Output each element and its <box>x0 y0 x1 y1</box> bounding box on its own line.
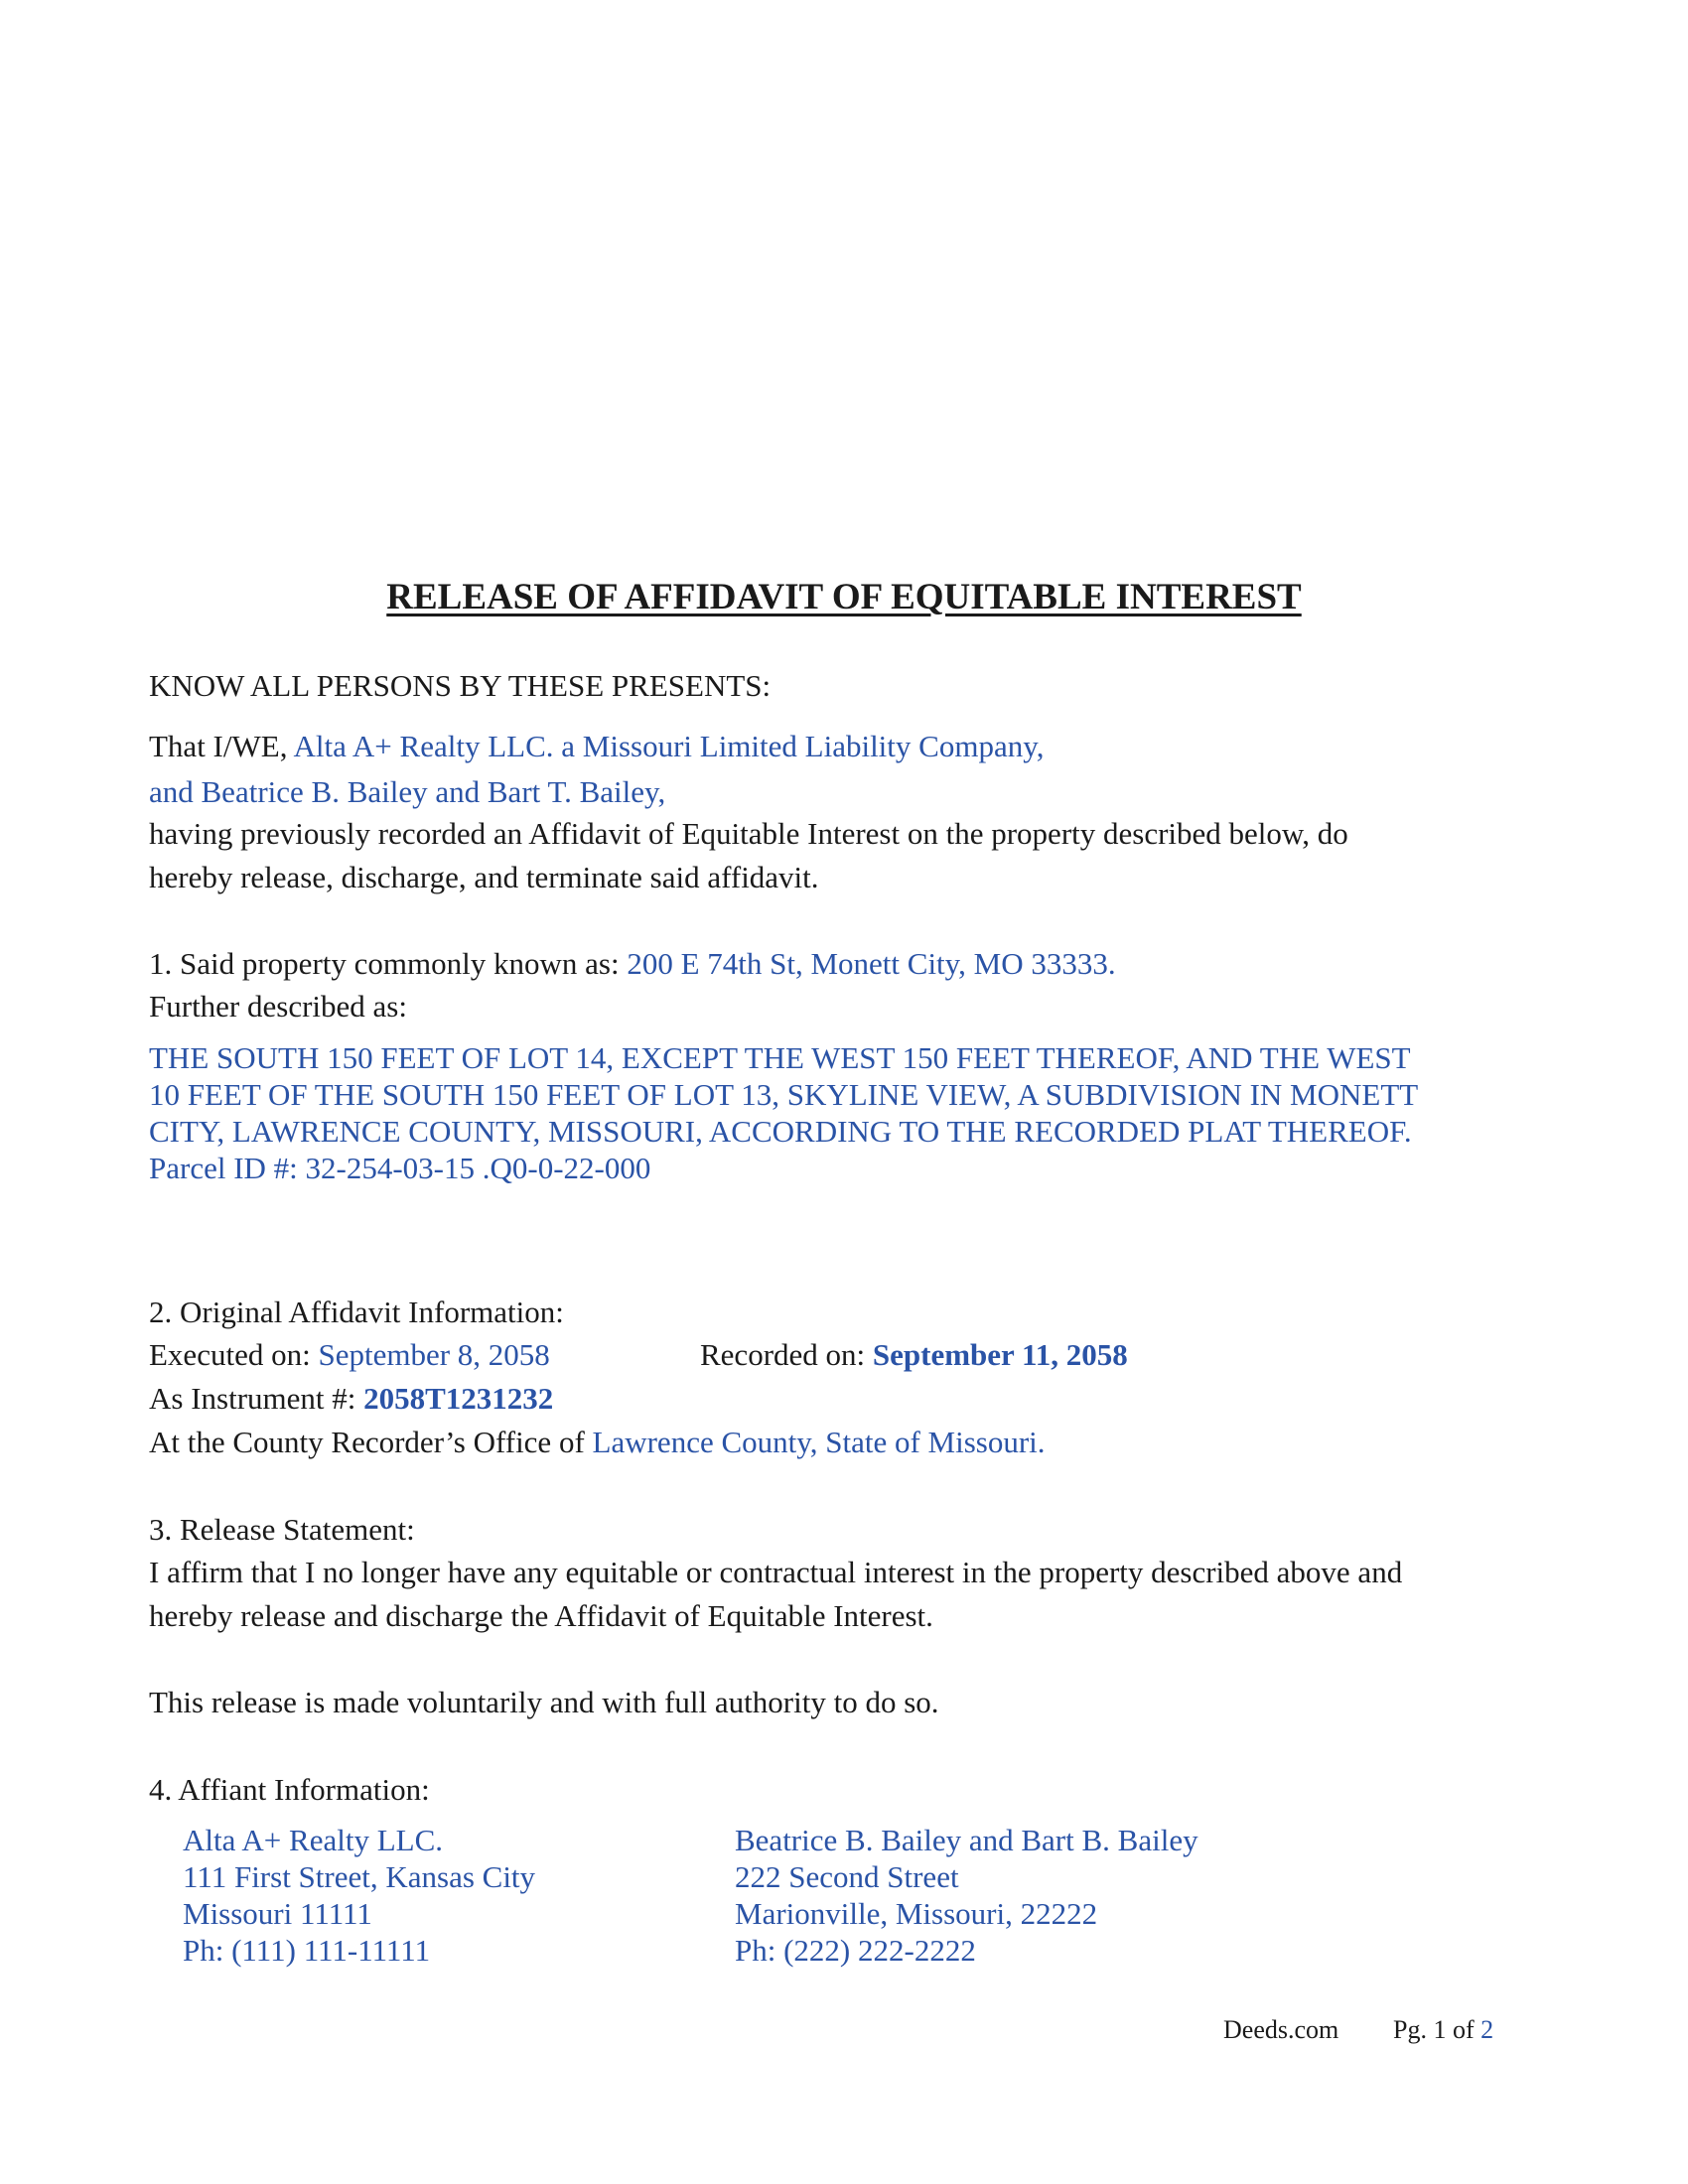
affiant1-name: Alta A+ Realty LLC. <box>183 1823 444 1857</box>
executed-on-value: September 8, 2058 <box>318 1337 550 1372</box>
parcel-id: Parcel ID #: 32-254-03-15 .Q0-0-22-000 <box>149 1151 651 1185</box>
section3-label: 3. Release Statement: <box>149 1512 415 1547</box>
recorded-on-value: September 11, 2058 <box>872 1337 1128 1372</box>
affiant2-name: Beatrice B. Bailey and Bart B. Bailey <box>735 1823 1198 1857</box>
executed-on-line <box>149 1339 550 1370</box>
release-text-3: This release is made voluntarily and with full authority to do so. <box>149 1685 939 1719</box>
recorded-on-label: Recorded on: <box>700 1337 866 1372</box>
affiant2-city: Marionville, Missouri, 22222 <box>735 1896 1098 1931</box>
legal-line-1: THE SOUTH 150 FEET OF LOT 14, EXCEPT THE WEST 150 FEET THEREOF, AND THE WEST <box>149 1040 1411 1075</box>
instrument-label: As Instrument #: <box>149 1381 356 1416</box>
section1-label: 1. Said property commonly known as: <box>149 946 620 981</box>
parties-line-1 <box>149 731 1044 761</box>
executed-on-label: Executed on: <box>149 1337 311 1372</box>
footer-brand: Deeds.com <box>1223 2015 1339 2044</box>
parties-text-2: hereby release, discharge, and terminate said affidavit. <box>149 860 819 894</box>
affiant2-street: 222 Second Street <box>735 1859 959 1894</box>
property-address: 200 E 74th St, Monett City, MO 33333. <box>627 946 1116 981</box>
release-text-2: hereby release and discharge the Affidavit of Equitable Interest. <box>149 1598 933 1633</box>
page-total-link[interactable]: 2 <box>1480 2015 1494 2044</box>
affiant2-phone: Ph: (222) 222-2222 <box>735 1933 976 1968</box>
recorder-office-line <box>149 1427 1046 1457</box>
intro-line: KNOW ALL PERSONS BY THESE PRESENTS: <box>149 668 772 703</box>
release-text-1: I affirm that I no longer have any equitable or contractual interest in the property described above and <box>149 1555 1403 1589</box>
party-name-1: Alta A+ Realty LLC. a Missouri Limited Liability Company, <box>293 729 1045 763</box>
legal-line-2: 10 FEET OF THE SOUTH 150 FEET OF LOT 13, SKYLINE VIEW, A SUBDIVISION IN MONETT <box>149 1077 1419 1112</box>
affiant1-street: 111 First Street, Kansas City <box>183 1859 536 1894</box>
legal-description <box>149 1039 1539 1186</box>
recorder-office-label: At the County Recorder’s Office of <box>149 1425 585 1459</box>
affiant1-city: Missouri 11111 <box>183 1896 372 1931</box>
section1-line <box>149 948 1116 979</box>
legal-line-3: CITY, LAWRENCE COUNTY, MISSOURI, ACCORDING TO THE RECORDED PLAT THEREOF. <box>149 1114 1412 1149</box>
recorded-on-line <box>700 1339 1128 1370</box>
party-name-2: and Beatrice B. Bailey and Bart T. Bailey, <box>149 774 666 809</box>
affiant1-phone: Ph: (111) 111-11111 <box>183 1933 431 1968</box>
parties-prefix: That I/WE, <box>149 729 288 763</box>
page-number-prefix: Pg. 1 of <box>1393 2015 1475 2044</box>
document-title: RELEASE OF AFFIDAVIT OF EQUITABLE INTEREST <box>386 577 1302 617</box>
instrument-line <box>149 1383 553 1414</box>
further-described-label: Further described as: <box>149 989 407 1024</box>
section4-label: 4. Affiant Information: <box>149 1772 430 1807</box>
section2-label: 2. Original Affidavit Information: <box>149 1295 564 1329</box>
parties-text-1: having previously recorded an Affidavit of Equitable Interest on the property described below, do <box>149 816 1348 851</box>
recorder-office-value: Lawrence County, State of Missouri. <box>592 1425 1046 1459</box>
instrument-value: 2058T1231232 <box>363 1381 554 1416</box>
page-number <box>1393 2015 1493 2045</box>
